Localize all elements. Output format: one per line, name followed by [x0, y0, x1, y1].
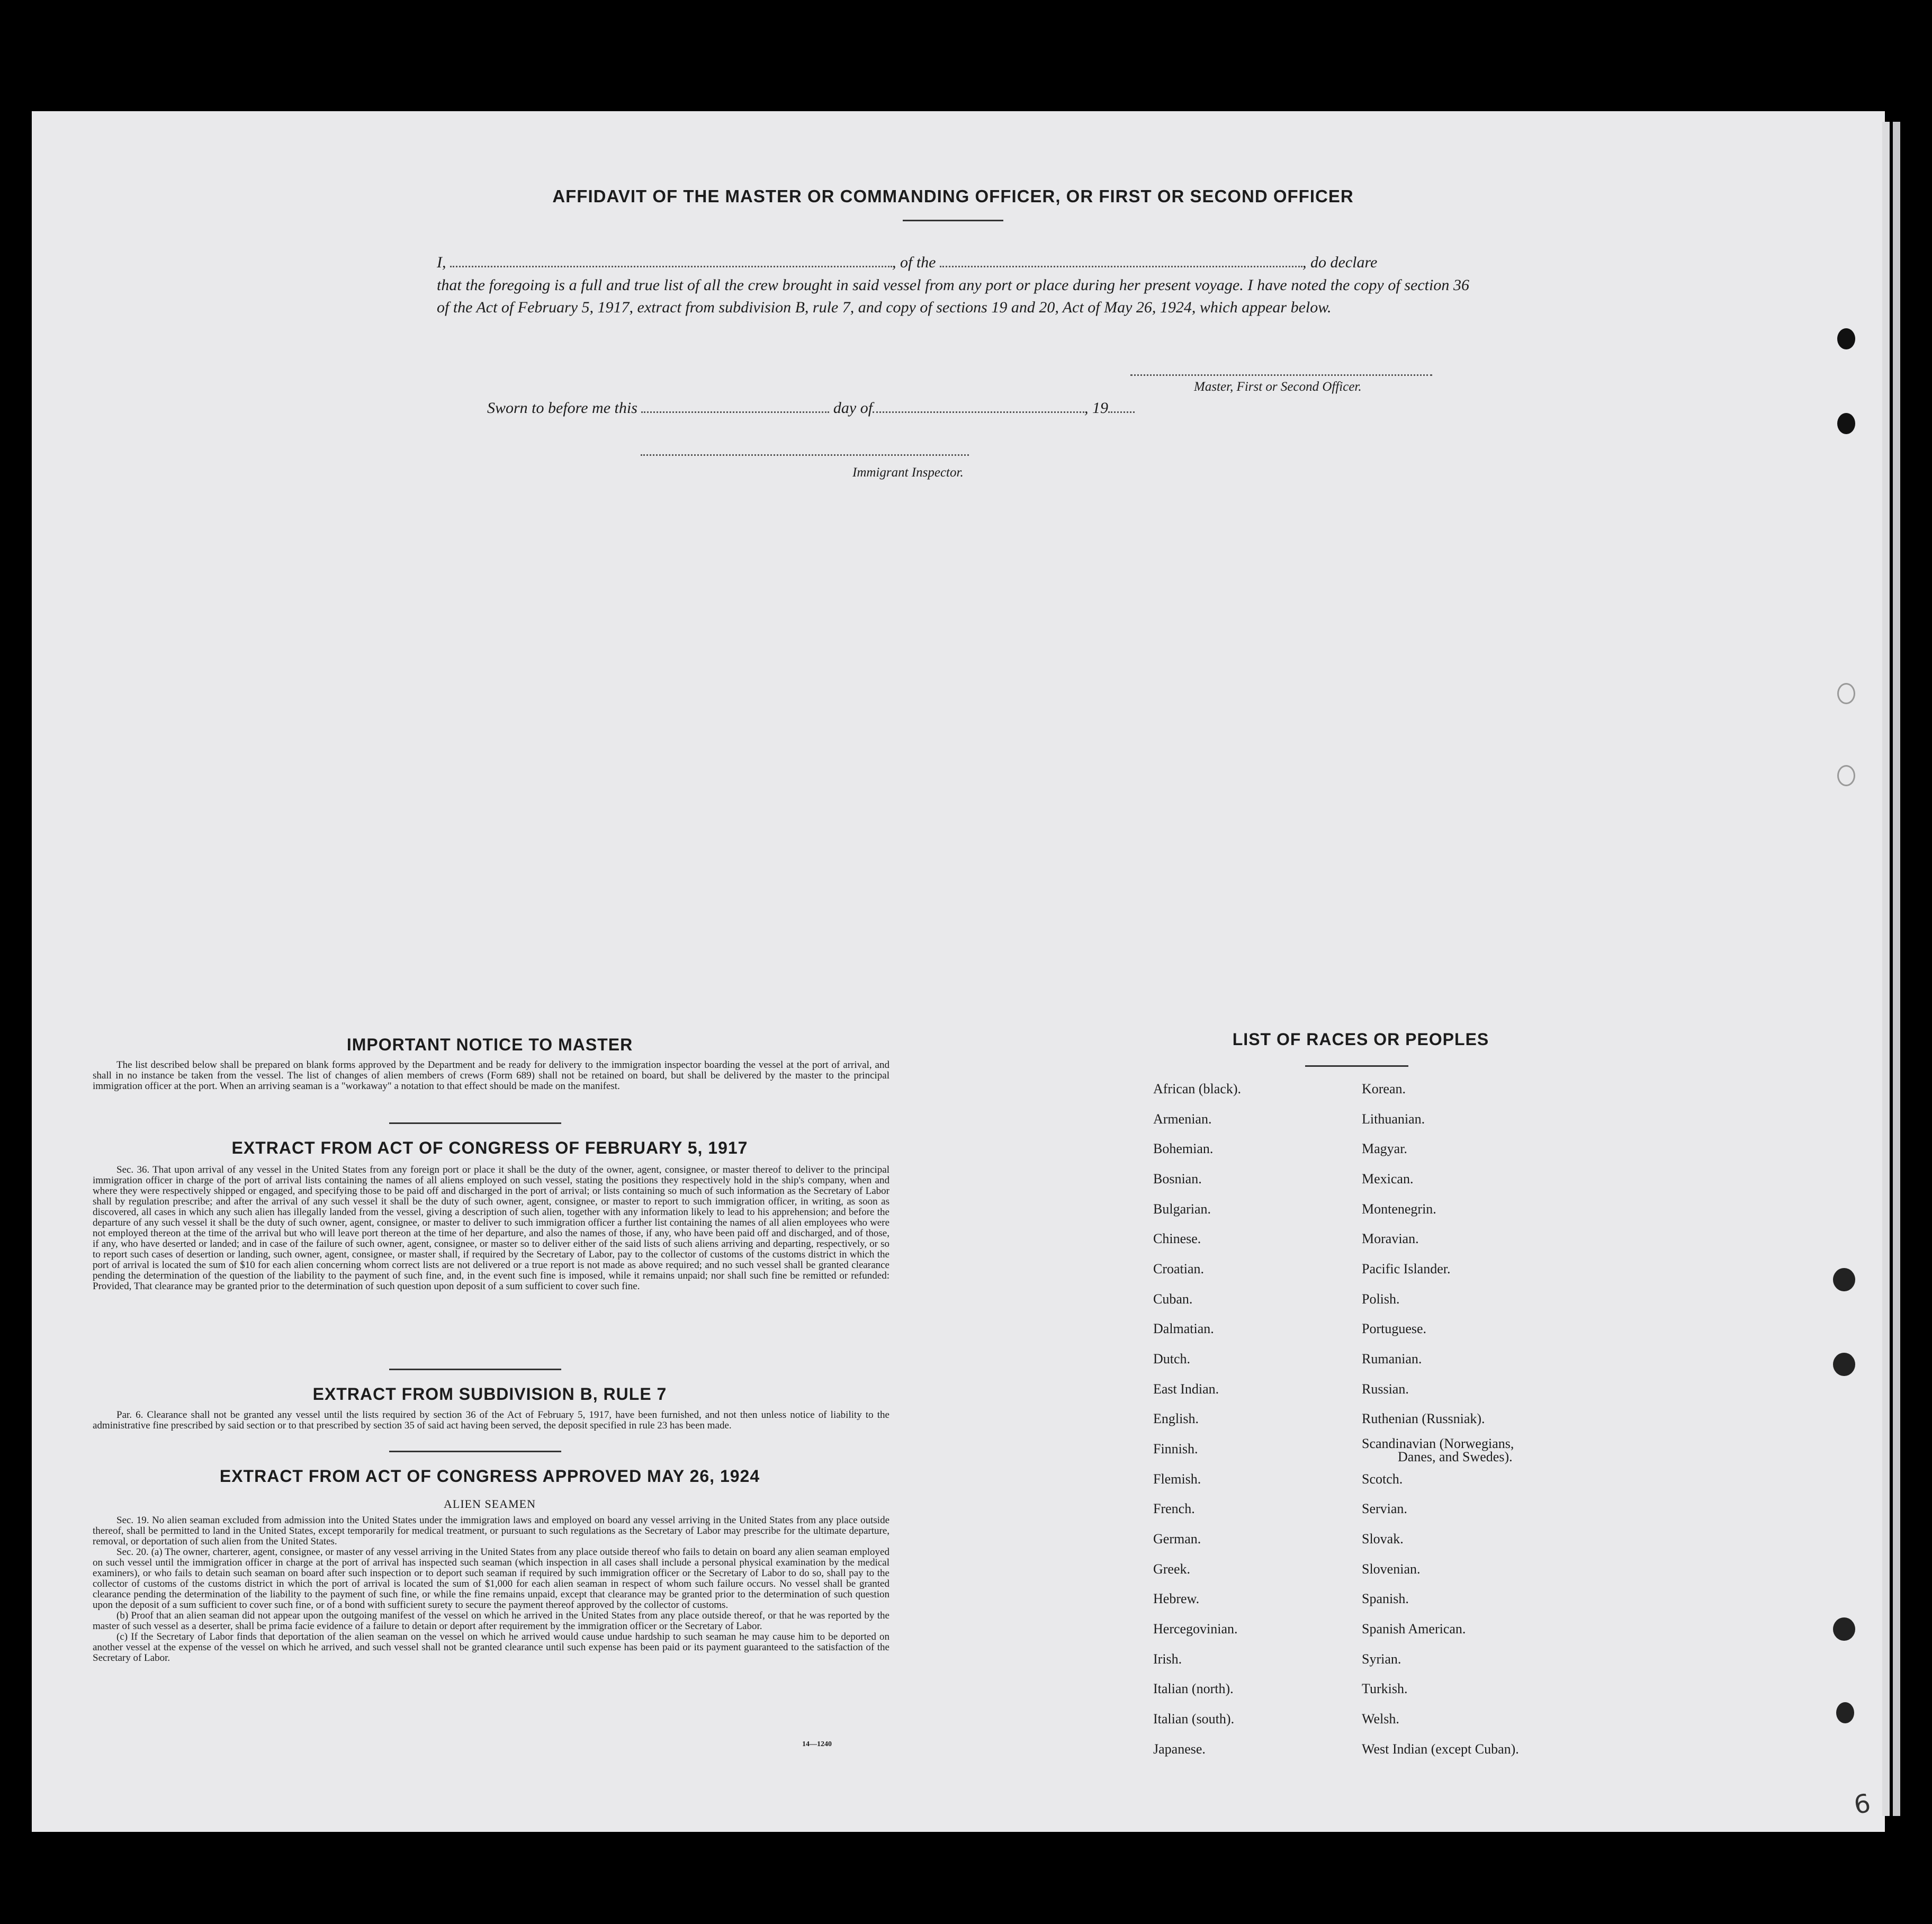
extract-1917-text: Sec. 36. That upon arrival of any vessel in the United States from any foreign port or place it shall be the duty of the owner, agent, consignee, or master thereof to deliver to the principal immigration officer in charge of the port of arrival lists containing the names of all aliens employed on such vessel, stating the positions they respectively hold in the ship's company, when and where they were respectively shipped or engaged, and specifying those to be paid off and discharged in the port of arrival; or lists containing so much of such information as the Secretary of Labor shall by regulation prescribe; and after the arrival of any such vessel it shall be the duty of such owner, agent, consignee, or master to report to such immigration officer, in writing, as soon as discovered, all cases in which any such alien has illegally landed from the vessel, giving a description of such alien, together with any information likely to lead to his apprehension; and before the departure of any such vessel it shall be the duty of such owner, agent, consignee, or master to deliver to such immigration officer a further list containing the names of all alien employees who were not employed thereon at the time of the arrival but who will leave port thereon at the time of her departure, and also the names of those, if any, who have been paid off and discharged, and of those, if any, who have deserted or landed; and in case of the failure of such owner, agent, consignee, or master so to deliver either of the said lists of such aliens arriving and departing, respectively, or so to report such cases of desertion or landing, such owner, agent, consignee, or master shall, if required by the Secretary of Labor, pay to the collector of customs of the customs district in which the port of arrival is located the sum of $10 for each alien concerning whom correct lists are not delivered or a true report is not made as above required; and no such vessel shall be granted clearance pending the determination of the question of the liability to the payment of such fine, and, in the event such fine is imposed, while it remains unpaid; nor shall such fine be remitted or refunded: Provided, That clearance may be granted prior to the determination of such question upon deposit of a sum sufficient to cover such fine.	[93, 1164, 889, 1292]
race-item: Chinese.	[1153, 1231, 1201, 1246]
divider	[903, 220, 1003, 221]
race-item: Rumanian.	[1362, 1351, 1422, 1366]
extract-1924-body	[93, 1515, 889, 1664]
race-item: Armenian.	[1153, 1111, 1212, 1127]
extract-rule7-title: EXTRACT FROM SUBDIVISION B, RULE 7	[312, 1384, 667, 1404]
divider	[389, 1122, 561, 1124]
handwritten-page-number: 6	[1852, 1788, 1873, 1821]
race-item: Slovenian.	[1362, 1561, 1421, 1577]
race-item: German.	[1153, 1531, 1201, 1547]
race-item: Finnish.	[1153, 1441, 1198, 1457]
race-item: Servian.	[1362, 1501, 1407, 1516]
race-item: Spanish American.	[1362, 1621, 1466, 1637]
race-item: Croatian.	[1153, 1261, 1205, 1276]
race-item: Portuguese.	[1362, 1321, 1427, 1336]
race-item: Syrian.	[1362, 1651, 1401, 1667]
race-item: Dutch.	[1153, 1351, 1191, 1366]
race-item: Flemish.	[1153, 1471, 1201, 1487]
race-item: East Indian.	[1153, 1381, 1219, 1397]
divider	[389, 1451, 561, 1452]
race-item: Dalmatian.	[1153, 1321, 1214, 1336]
race-item-continued: Danes, and Swedes).	[1398, 1449, 1513, 1464]
affidavit-line1	[437, 251, 1469, 274]
notice-text: The list described below shall be prepared on blank forms approved by the Department and be ready for delivery to the immigration inspector boarding the vessel at the port of arrival, and shall in no instance be taken from the vessel. The list of changes of alien members of crews (Form 689) shall not be retained on board, but shall be delivered by the master to the principal immigration officer at the port. When an arriving seaman is a "workaway" a notation to that effect should be made on the manifest.	[93, 1059, 889, 1092]
sworn-day-blank[interactable]	[641, 400, 829, 413]
race-item: Cuban.	[1153, 1291, 1193, 1307]
race-item: Polish.	[1362, 1291, 1400, 1307]
race-item: Russian.	[1362, 1381, 1409, 1397]
race-item: Italian (north).	[1153, 1681, 1234, 1696]
race-item: Turkish.	[1362, 1681, 1408, 1696]
alien-seamen-heading: ALIEN SEAMEN	[444, 1497, 536, 1511]
sworn-prefix: Sworn to before me this	[487, 399, 637, 417]
divider	[1305, 1065, 1408, 1067]
race-item: Scotch.	[1362, 1471, 1403, 1487]
race-item: Scandinavian (Norwegians,	[1362, 1436, 1514, 1451]
form-number: 14—1240	[802, 1740, 832, 1748]
sworn-line	[487, 397, 1281, 419]
race-item: Mexican.	[1362, 1171, 1414, 1186]
race-item: Hebrew.	[1153, 1591, 1200, 1606]
punch-hole	[1837, 765, 1855, 786]
of-the-label: , of the	[892, 254, 936, 271]
punch-hole	[1837, 683, 1855, 704]
race-item: Ruthenian (Russniak).	[1362, 1411, 1485, 1426]
race-item: French.	[1153, 1501, 1195, 1516]
sworn-day-label: day of	[833, 399, 873, 417]
affidavit-title: AFFIDAVIT OF THE MASTER OR COMMANDING OFFICER, OR FIRST OR SECOND OFFICER	[552, 186, 1354, 206]
race-item: Japanese.	[1153, 1741, 1206, 1757]
notice-title: IMPORTANT NOTICE TO MASTER	[346, 1035, 633, 1054]
race-item: Welsh.	[1362, 1711, 1399, 1727]
punch-hole	[1837, 328, 1855, 349]
race-item: Korean.	[1362, 1081, 1406, 1096]
race-item: Pacific Islander.	[1362, 1261, 1451, 1276]
punch-hole	[1833, 1268, 1855, 1291]
inspector-label: Immigrant Inspector.	[852, 465, 964, 480]
race-item: English.	[1153, 1411, 1199, 1426]
races-title: LIST OF RACES OR PEOPLES	[1232, 1030, 1489, 1049]
race-item: Bosnian.	[1153, 1171, 1202, 1186]
punch-hole	[1833, 1617, 1855, 1641]
race-item: Bulgarian.	[1153, 1201, 1211, 1217]
race-item: Lithuanian.	[1362, 1111, 1425, 1127]
race-item: Slovak.	[1362, 1531, 1404, 1547]
punch-hole	[1837, 413, 1855, 434]
page-edge	[1882, 122, 1890, 1816]
race-item: Montenegrin.	[1362, 1201, 1436, 1217]
race-item: West Indian (except Cuban).	[1362, 1741, 1519, 1757]
sec19-text: Sec. 19. No alien seaman excluded from admission into the United States under the immigration laws and employed on board any vessel arriving in the United States from any place outside thereof, shall be permitted to land in the United States, except temporarily for medical treatment, or pursuant to such regulations as the Secretary of Labor may prescribe for the ultimate departure, removal, or deportation of such alien from the United States.	[93, 1515, 889, 1547]
extract-1917-title: EXTRACT FROM ACT OF CONGRESS OF FEBRUARY 5, 1917	[231, 1138, 748, 1157]
extract-rule7-text: Par. 6. Clearance shall not be granted any vessel until the lists required by section 36 of the Act of February 5, 1917, have been furnished, and not then unless notice of liability to the administrative fine prescribed by said section or to that prescribed by section 35 of said act having been served, the deposit specified in rule 23 has been made.	[93, 1409, 889, 1431]
race-item: Spanish.	[1362, 1591, 1409, 1606]
sworn-month-blank[interactable]	[873, 400, 1084, 413]
punch-hole	[1836, 1702, 1854, 1723]
race-item: Bohemian.	[1153, 1141, 1214, 1156]
race-item: Italian (south).	[1153, 1711, 1235, 1727]
sworn-year-label: , 19	[1084, 399, 1109, 417]
sworn-year-blank[interactable]	[1108, 400, 1135, 413]
race-item: Hercegovinian.	[1153, 1621, 1238, 1637]
vessel-blank[interactable]	[940, 254, 1302, 267]
i-label: I,	[437, 254, 446, 271]
sec20c-text: (c) If the Secretary of Labor finds that deportation of the alien seaman on the vessel on which he arrived would cause undue hardship to such seaman he may cause him to be deported on another vessel at the expense of the vessel on which he arrived, and such vessel shall not be granted clearance until such expense has been paid or its payment guaranteed to the satisfaction of the Secretary of Labor.	[93, 1631, 889, 1664]
inspector-signature-line[interactable]	[641, 454, 969, 456]
extract-1924-title: EXTRACT FROM ACT OF CONGRESS APPROVED MAY 26, 1924	[219, 1467, 760, 1486]
race-item: Irish.	[1153, 1651, 1182, 1667]
declare-label: , do declare	[1302, 254, 1378, 271]
punch-hole	[1833, 1353, 1855, 1376]
signature-label: Master, First or Second Officer.	[1194, 380, 1362, 394]
name-blank[interactable]	[450, 254, 892, 267]
sec20b-text: (b) Proof that an alien seaman did not appear upon the outgoing manifest of the vessel on which he arrived in the United States from any place outside thereof, or that he was reported by the master of such vessel as a deserter, shall be prima facie evidence of a failure to detain or deport after requirement by the immigration officer or the Secretary of Labor.	[93, 1610, 889, 1632]
race-item: Magyar.	[1362, 1141, 1407, 1156]
race-item: Greek.	[1153, 1561, 1191, 1577]
affidavit-body: that the foregoing is a full and true list of all the crew brought in said vessel from any port or place during her present voyage. I have noted the copy of section 36 of the Act of February 5, 1917, extract from subdivision B, rule 7, and copy of sections 19 and 20, Act of May 26, 1924, which appear below.	[437, 276, 1469, 316]
sec20a-text: Sec. 20. (a) The owner, charterer, agent, consignee, or master of any vessel arriving in the United States from any place outside thereof who fails to detain on board any alien seaman employed on such vessel until the immigration officer in charge at the port of arrival has inspected such seaman (which inspection in all cases shall include a personal physical examination by the medical examiners), or who fails to detain such seaman on board after such inspection or to deport such seaman if required by such immigration officer or the Secretary of Labor to do so, shall pay to the collector of customs of the customs district in which the port of arrival is located the sum of $1,000 for each alien seaman in respect of whom such failure occurs. No vessel shall be granted clearance pending the determination of the liability to the payment of such fine, or while the fine remains unpaid, except that clearance may be granted prior to the determination of such question upon the deposit of a sum sufficient to cover such fine, or of a bond with sufficient surety to secure the payment thereof approved by the collector of customs.	[93, 1547, 889, 1611]
race-item: African (black).	[1153, 1081, 1242, 1096]
page-edge	[1893, 122, 1900, 1816]
divider	[389, 1369, 561, 1370]
race-item: Moravian.	[1362, 1231, 1419, 1246]
